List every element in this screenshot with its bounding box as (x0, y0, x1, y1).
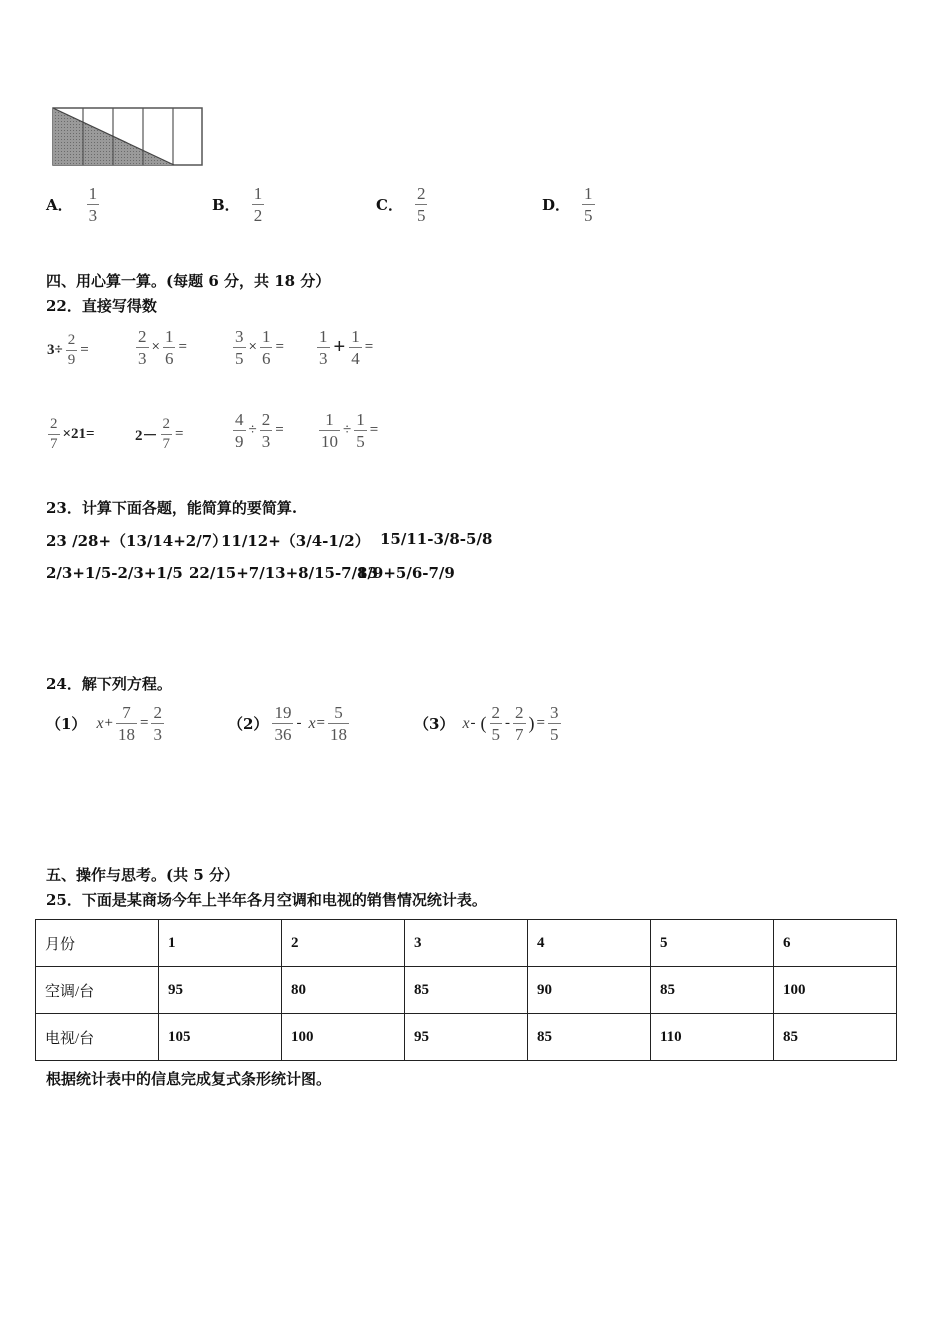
q25-instruction: 根据统计表中的信息完成复式条形统计图。 (46, 1070, 332, 1088)
table-cell: 80 (282, 967, 405, 1014)
q24-equation-3: （3） x - ( $\frac{2}{5}$ - $\frac{2}{7}$ ) = $\frac{3}{5}$ (414, 703, 559, 744)
option-c[interactable] (376, 185, 429, 225)
q22-item-g: $\frac{4}{9}$ ÷ $\frac{2}{3}$ = (235, 410, 284, 451)
sales-table (35, 919, 897, 1061)
table-cell: 95 (405, 1014, 528, 1061)
table-header-row (36, 920, 897, 967)
table-cell: 月份 (36, 920, 159, 967)
option-b-fraction: $\frac{1}{2}$ (253, 184, 263, 225)
option-d[interactable] (542, 185, 597, 225)
table-cell: 2 (282, 920, 405, 967)
q23-expr-5: 22/15+7/13+8/15-7/13 (189, 564, 378, 582)
table-cell: 95 (159, 967, 282, 1014)
table-cell: 100 (282, 1014, 405, 1061)
table-cell: 105 (159, 1014, 282, 1061)
table-cell: 电视/台 (36, 1014, 159, 1061)
table-row (36, 967, 897, 1014)
option-d-letter: D． (542, 196, 571, 215)
table-row (36, 1014, 897, 1061)
q23-expr-2: 11/12+（3/4-1/2） (221, 532, 370, 550)
table-cell: 85 (528, 1014, 651, 1061)
q24-label: 24．解下列方程。 (46, 675, 172, 693)
q22-label: 22．直接写得数 (46, 297, 157, 315)
shaded-rectangle-diagram (52, 106, 204, 168)
option-c-letter: C． (376, 196, 403, 215)
q25-label: 25．下面是某商场今年上半年各月空调和电视的销售情况统计表。 (46, 891, 487, 909)
q22-item-f: 2－ $\frac{2}{7}$ = (135, 416, 184, 452)
q22-item-b: $\frac{2}{3}$ × $\frac{1}{6}$ = (138, 327, 187, 368)
section4-title: 四、用心算一算。(每题 6 分，共 18 分） (46, 272, 331, 290)
option-b-letter: B． (212, 196, 240, 215)
q23-label: 23．计算下面各题，能简算的要简算. (46, 499, 298, 517)
q22-item-a: 3÷ $\frac{2}{9}$ = (47, 332, 89, 368)
option-a-fraction: $\frac{1}{3}$ (88, 184, 98, 225)
section5-title: 五、操作与思考。(共 5 分） (46, 866, 239, 884)
table-cell: 85 (651, 967, 774, 1014)
table-cell: 空调/台 (36, 967, 159, 1014)
q23-expr-3: 15/11-3/8-5/8 (380, 530, 493, 548)
table-cell: 85 (405, 967, 528, 1014)
q22-item-h: $\frac{1}{10}$ ÷ $\frac{1}{5}$ = (321, 410, 379, 451)
table-cell: 5 (651, 920, 774, 967)
q22-item-d: $\frac{1}{3}$ + $\frac{1}{4}$ = (319, 327, 374, 368)
table-cell: 3 (405, 920, 528, 967)
table-cell: 6 (774, 920, 897, 967)
q23-expr-6: 8/9+5/6-7/9 (357, 564, 455, 582)
option-d-fraction: $\frac{1}{5}$ (584, 184, 593, 225)
option-a[interactable] (46, 185, 101, 225)
option-c-fraction: $\frac{2}{5}$ (416, 184, 426, 225)
fraction-figure (52, 106, 204, 168)
table-cell: 4 (528, 920, 651, 967)
q24-equation-1: （1） x + $\frac{7}{18}$ = $\frac{2}{3}$ (46, 703, 162, 744)
table-cell: 90 (528, 967, 651, 1014)
q24-equation-2: （2） $\frac{19}{36}$ - x = $\frac{5}{18}$ (228, 703, 348, 744)
option-a-letter: A． (46, 196, 73, 215)
table-cell: 110 (651, 1014, 774, 1061)
option-b[interactable] (212, 185, 266, 225)
q23-expr-4: 2/3+1/5-2/3+1/5 (46, 564, 183, 582)
q22-item-c: $\frac{3}{5}$ × $\frac{1}{6}$ = (235, 327, 284, 368)
table-cell: 100 (774, 967, 897, 1014)
q23-expr-1: 23 /28+（13/14+2/7） (46, 532, 228, 550)
table-cell: 85 (774, 1014, 897, 1061)
q22-item-e: $\frac{2}{7}$ ×21= (50, 416, 95, 452)
table-cell: 1 (159, 920, 282, 967)
